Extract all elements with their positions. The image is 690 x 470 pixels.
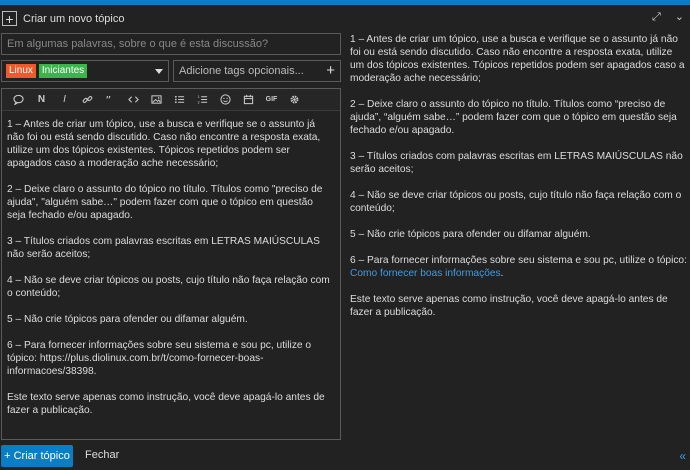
preview-paragraph: 1 – Antes de criar um tópico, use a busca e verifique se o assunto já não foi ou está sendo discutido. Caso não encontre a resposta exata, utilize um dos tópicos existentes. Tópicos repetidos podem ser apagados caso a moderação ache necessário; xyxy=(350,34,685,84)
chat-bubble-icon[interactable] xyxy=(7,90,30,110)
expand-icon[interactable]: ⤢ xyxy=(651,11,661,23)
code-icon[interactable] xyxy=(122,90,145,110)
plus-icon: + xyxy=(2,11,17,26)
link-icon[interactable] xyxy=(76,90,99,110)
preview-paragraph: 4 – Não se deve criar tópicos ou posts, cujo título não faça relação com o conteúdo; xyxy=(350,190,682,214)
editor-paragraph: 6 – Para fornecer informações sobre seu sistema e sou pc, utilize o tópico: https://plus.diolinux.com.br/t/como-fornecer-boas-informacoes/38398. xyxy=(7,340,312,377)
calendar-icon[interactable] xyxy=(237,90,260,110)
svg-text:1: 1 xyxy=(197,95,200,100)
bold-icon[interactable]: N xyxy=(37,94,46,105)
topic-title-input[interactable] xyxy=(1,33,341,55)
preview-paragraph: 5 – Não crie tópicos para ofender ou difamar alguém. xyxy=(350,229,591,240)
preview-p6-prefix: 6 – Para fornecer informações sobre seu sistema e sou pc, utilize o tópico: xyxy=(350,255,687,266)
collapse-icon[interactable]: ⌄ xyxy=(674,11,684,23)
editor-toolbar xyxy=(2,89,340,111)
category-selector[interactable] xyxy=(1,60,169,82)
add-tag-icon[interactable]: + xyxy=(326,62,335,79)
composer-header xyxy=(0,5,690,32)
composer-title: Criar um novo tópico xyxy=(23,12,125,25)
emoji-icon[interactable] xyxy=(214,90,237,110)
plus-icon: + xyxy=(4,450,11,462)
boas-informacoes-link[interactable]: Como fornecer boas informações xyxy=(350,268,501,279)
preview-paragraph: 3 – Títulos criados com palavras escritas em LETRAS MAIÚSCULAS não serão aceitos; xyxy=(350,151,683,175)
editor[interactable] xyxy=(1,88,341,440)
create-topic-label: Criar tópico xyxy=(13,450,70,462)
gear-icon[interactable] xyxy=(283,90,306,110)
svg-text:”: ” xyxy=(105,94,112,105)
editor-paragraph: 5 – Não crie tópicos para ofender ou difamar alguém. xyxy=(7,314,248,325)
editor-paragraph: 2 – Deixe claro o assunto do tópico no título. Títulos como "preciso de ajuda", "alguém sabe…" podem fazer com que o tópico em questão seja fechado e/ou apagado. xyxy=(7,184,323,221)
preview-paragraph: 2 – Deixe claro o assunto do tópico no título. Títulos como “preciso de ajuda”, “alguém sabe…” podem fazer com que o tópico em questão seja fechado e/ou apagado. xyxy=(350,99,677,136)
italic-icon[interactable]: I xyxy=(63,94,66,105)
editor-paragraph: 4 – Não se deve criar tópicos ou posts, cujo título não faça relação com o conteúdo; xyxy=(7,275,330,299)
category-badge-linux: Linux xyxy=(6,64,36,78)
gif-icon[interactable]: GIF xyxy=(265,96,278,103)
tags-placeholder: Adicione tags opcionais... xyxy=(179,65,304,77)
preview-closing: Este texto serve apenas como instrução, você deve apagá-lo antes de fazer a publicação. xyxy=(350,294,668,318)
category-badge-iniciantes: Iniciantes xyxy=(39,64,87,78)
caret-down-icon xyxy=(155,69,163,74)
double-chevron-left-icon[interactable]: « xyxy=(679,449,686,463)
preview-p6-suffix: . xyxy=(500,268,504,279)
quote-icon[interactable] xyxy=(99,90,122,110)
tags-selector[interactable] xyxy=(173,60,341,82)
image-icon[interactable] xyxy=(145,90,168,110)
bulleted-list-icon[interactable] xyxy=(168,90,191,110)
numbered-list-icon[interactable] xyxy=(191,90,214,110)
close-button[interactable]: Fechar xyxy=(85,449,120,461)
editor-paragraph: Este texto serve apenas como instrução, você deve apagá-lo antes de fazer a publicação. xyxy=(7,392,325,416)
editor-paragraph: 1 – Antes de criar um tópico, use a busca e verifique se o assunto já não foi ou está sendo discutido. Caso não encontre a resposta exata, utilize um dos tópicos existentes. Tópicos repetidos podem ser apagados caso a moderação ache necessário; xyxy=(7,119,321,169)
editor-paragraph: 3 – Títulos criados com palavras escritas em LETRAS MAIÚSCULAS não serão aceitos; xyxy=(7,236,320,260)
preview-pane xyxy=(350,33,688,332)
preview-paragraph-6 xyxy=(350,254,688,280)
create-topic-button[interactable] xyxy=(1,445,73,467)
editor-textarea[interactable] xyxy=(2,111,340,417)
svg-text:2: 2 xyxy=(197,100,200,105)
